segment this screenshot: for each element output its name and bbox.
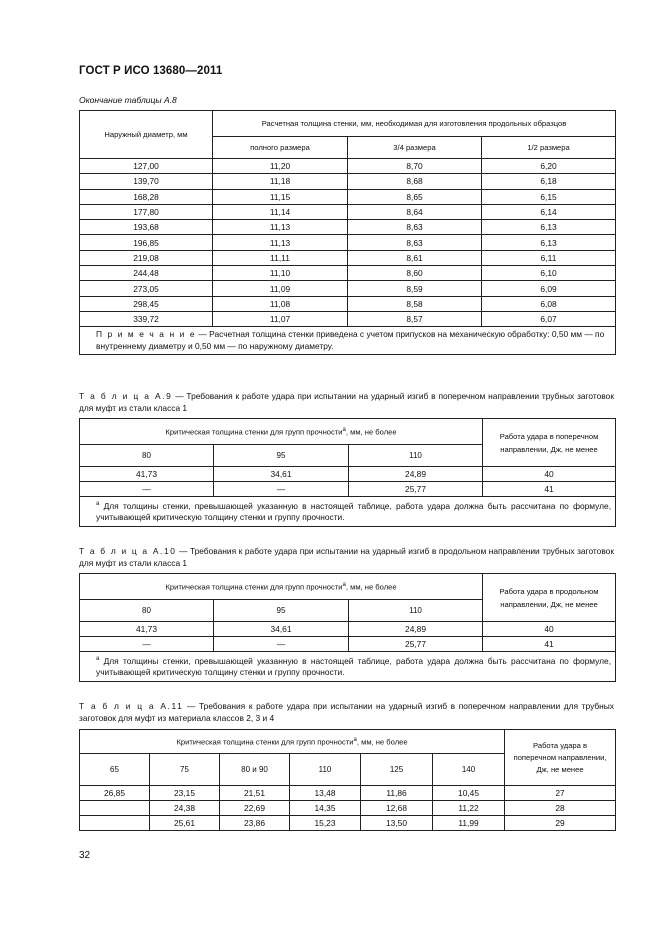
table-cell: 29 — [505, 816, 616, 831]
table-cell: 6,13 — [482, 235, 616, 250]
table-cell: 11,15 — [213, 189, 348, 204]
col-header-full-size: полного размера — [213, 137, 348, 159]
table-cell: 8,58 — [348, 296, 482, 311]
table-row — [80, 637, 616, 652]
table-cell: 11,07 — [213, 311, 348, 326]
table-cell: 8,64 — [348, 204, 482, 219]
table-cell: 8,57 — [348, 311, 482, 326]
table-cell: 6,14 — [482, 204, 616, 219]
table-cell: 11,99 — [433, 816, 505, 831]
table-cell: 13,50 — [361, 816, 433, 831]
table-cell: 40 — [483, 622, 616, 637]
table-cell: 193,68 — [80, 220, 213, 235]
table-cell: 11,22 — [433, 801, 505, 816]
table-row — [80, 266, 616, 281]
table-cell: 6,07 — [482, 311, 616, 326]
col-header-impact-energy: Работа удара в продольном направлении, Дж, не менее — [483, 574, 616, 622]
table-cell: 168,28 — [80, 189, 213, 204]
table-cell: 41,73 — [80, 467, 214, 482]
table-a10 — [79, 573, 616, 682]
caption-label: Т а б л и ц а А.10 — [79, 546, 177, 556]
col-header-wall-thickness: Расчетная толщина стенки, мм, необходимая для изготовления продольных образцов — [213, 111, 616, 137]
table-cell: 11,11 — [213, 250, 348, 265]
table-row — [80, 235, 616, 250]
col-header-grade: 80 — [80, 600, 214, 622]
table-cell: 8,61 — [348, 250, 482, 265]
table-cell: 273,05 — [80, 281, 213, 296]
col-header-grade: 80 — [80, 445, 214, 467]
table-cell: 298,45 — [80, 296, 213, 311]
col-header-grade: 140 — [433, 754, 505, 786]
table-cell: 6,20 — [482, 159, 616, 174]
table-cell: — — [214, 637, 349, 652]
table-cell: 13,48 — [290, 786, 361, 801]
table-a9-caption — [79, 390, 614, 414]
table-cell: 8,59 — [348, 281, 482, 296]
table-a9 — [79, 418, 616, 527]
table-a9-footnote: $^a$ Для толщины стенки, превышающей указанную в настоящей таблице, работа удара должна быть рассчитана по формуле, учитывающей критическую толщину стенки и группу прочности. — [80, 497, 616, 527]
col-header-half: 1/2 размера — [482, 137, 616, 159]
table-a10-caption — [79, 545, 614, 569]
col-header-grade: 95 — [214, 445, 349, 467]
table-a11 — [79, 729, 616, 831]
table-row — [80, 281, 616, 296]
table-row — [80, 816, 616, 831]
table-row — [80, 296, 616, 311]
table-cell: 41 — [483, 482, 616, 497]
table-cell: — — [214, 482, 349, 497]
table-cell: 6,15 — [482, 189, 616, 204]
table-cell: 11,13 — [213, 235, 348, 250]
table-row — [80, 467, 616, 482]
table-cell: 11,13 — [213, 220, 348, 235]
col-header-critical-thickness: Критическая толщина стенки для групп прочности$^a$, мм, не более — [80, 574, 483, 600]
table-cell: 28 — [505, 801, 616, 816]
table-cell: 11,08 — [213, 296, 348, 311]
table-cell: 22,69 — [220, 801, 290, 816]
table-a8 — [79, 110, 616, 355]
table-row — [80, 482, 616, 497]
note-text: — Расчетная толщина стенки приведена с учетом припусков на механическую обработку: 0,50 мм — по внутреннему диаметру и 0,50 мм — по наружному диаметру. — [96, 329, 605, 351]
table-cell — [80, 801, 150, 816]
table-row — [80, 311, 616, 326]
table-cell: 40 — [483, 467, 616, 482]
table-row — [80, 622, 616, 637]
table-row — [80, 250, 616, 265]
table-a8-caption: Окончание таблицы А.8 — [79, 95, 177, 105]
table-cell: 127,00 — [80, 159, 213, 174]
table-cell: 11,09 — [213, 281, 348, 296]
table-cell: 11,18 — [213, 174, 348, 189]
table-cell: 21,51 — [220, 786, 290, 801]
caption-text: — Требования к работе удара при испытании на ударный изгиб в поперечном направлении трубных заготовок для муфт из стали класса 1 — [79, 391, 614, 413]
table-cell: 6,18 — [482, 174, 616, 189]
col-header-grade: 110 — [349, 445, 483, 467]
col-header-critical-thickness: Критическая толщина стенки для групп прочности$^a$, мм, не более — [80, 419, 483, 445]
table-cell: 24,38 — [150, 801, 220, 816]
table-cell: 41,73 — [80, 622, 214, 637]
col-header-grade: 65 — [80, 754, 150, 786]
table-cell: 15,23 — [290, 816, 361, 831]
col-header-impact-energy: Работа удара в поперечном направлении, Дж, не менее — [483, 419, 616, 467]
table-cell: 8,65 — [348, 189, 482, 204]
document-header: ГОСТ Р ИСО 13680—2011 — [79, 65, 223, 77]
table-row — [80, 189, 616, 204]
table-cell: 25,77 — [349, 482, 483, 497]
table-cell: 6,08 — [482, 296, 616, 311]
table-a10-footnote: $^a$ Для толщины стенки, превышающей указанную в настоящей таблице, работа удара должна быть рассчитана по формуле, учитывающей критическую толщину стенки и группу прочности. — [80, 652, 616, 682]
table-cell: — — [80, 637, 214, 652]
col-header-outer-diameter: Наружный диаметр, мм — [80, 111, 213, 159]
table-cell: 26,85 — [80, 786, 150, 801]
note-label: П р и м е ч а н и е — [96, 329, 197, 340]
table-cell: 27 — [505, 786, 616, 801]
table-cell: 6,11 — [482, 250, 616, 265]
table-cell: 24,89 — [349, 467, 483, 482]
table-cell: 25,61 — [150, 816, 220, 831]
table-cell: 23,15 — [150, 786, 220, 801]
table-cell: 6,10 — [482, 266, 616, 281]
table-cell: 11,86 — [361, 786, 433, 801]
table-row — [80, 220, 616, 235]
caption-label: Т а б л и ц а А.11 — [79, 701, 184, 711]
table-row — [80, 204, 616, 219]
col-header-critical-thickness: Критическая толщина стенки для групп прочности$^a$, мм, не более — [80, 730, 505, 754]
col-header-impact-energy: Работа удара в поперечном направлении, Дж, не менее — [505, 730, 616, 786]
table-cell: 10,45 — [433, 786, 505, 801]
col-header-grade: 95 — [214, 600, 349, 622]
table-cell: 244,48 — [80, 266, 213, 281]
table-cell: 177,80 — [80, 204, 213, 219]
table-cell: 6,13 — [482, 220, 616, 235]
table-cell: 12,68 — [361, 801, 433, 816]
table-cell: 25,77 — [349, 637, 483, 652]
table-cell: 139,70 — [80, 174, 213, 189]
caption-text: — Требования к работе удара при испытании на ударный изгиб в продольном направлении трубных заготовок для муфт из стали класса 1 — [79, 546, 615, 568]
col-header-grade: 110 — [349, 600, 483, 622]
table-row — [80, 159, 616, 174]
col-header-three-quarter: 3/4 размера — [348, 137, 482, 159]
table-cell: 196,85 — [80, 235, 213, 250]
table-cell: 219,08 — [80, 250, 213, 265]
col-header-grade: 125 — [361, 754, 433, 786]
table-a11-caption — [79, 700, 614, 724]
table-cell: 34,61 — [214, 622, 349, 637]
table-a8-note — [80, 327, 616, 355]
page-number: 32 — [79, 850, 91, 861]
caption-text: — Требования к работе удара при испытании на ударный изгиб в поперечном направлении для трубных заготовок для муфт из материала классов 2, 3 и 4 — [79, 701, 614, 723]
table-cell: 11,10 — [213, 266, 348, 281]
col-header-grade: 75 — [150, 754, 220, 786]
table-cell: 8,70 — [348, 159, 482, 174]
table-row — [80, 801, 616, 816]
table-cell — [80, 816, 150, 831]
table-cell: 8,60 — [348, 266, 482, 281]
table-row — [80, 174, 616, 189]
table-cell: 34,61 — [214, 467, 349, 482]
table-cell: 11,20 — [213, 159, 348, 174]
table-cell: 11,14 — [213, 204, 348, 219]
table-cell: 24,89 — [349, 622, 483, 637]
table-cell: 6,09 — [482, 281, 616, 296]
col-header-grade: 80 и 90 — [220, 754, 290, 786]
table-cell: 23,86 — [220, 816, 290, 831]
table-cell: — — [80, 482, 214, 497]
table-cell: 8,63 — [348, 220, 482, 235]
table-cell: 8,63 — [348, 235, 482, 250]
table-cell: 41 — [483, 637, 616, 652]
caption-label: Т а б л и ц а А.9 — [79, 391, 173, 401]
table-row — [80, 786, 616, 801]
table-cell: 8,68 — [348, 174, 482, 189]
table-cell: 14,35 — [290, 801, 361, 816]
table-cell: 339,72 — [80, 311, 213, 326]
col-header-grade: 110 — [290, 754, 361, 786]
